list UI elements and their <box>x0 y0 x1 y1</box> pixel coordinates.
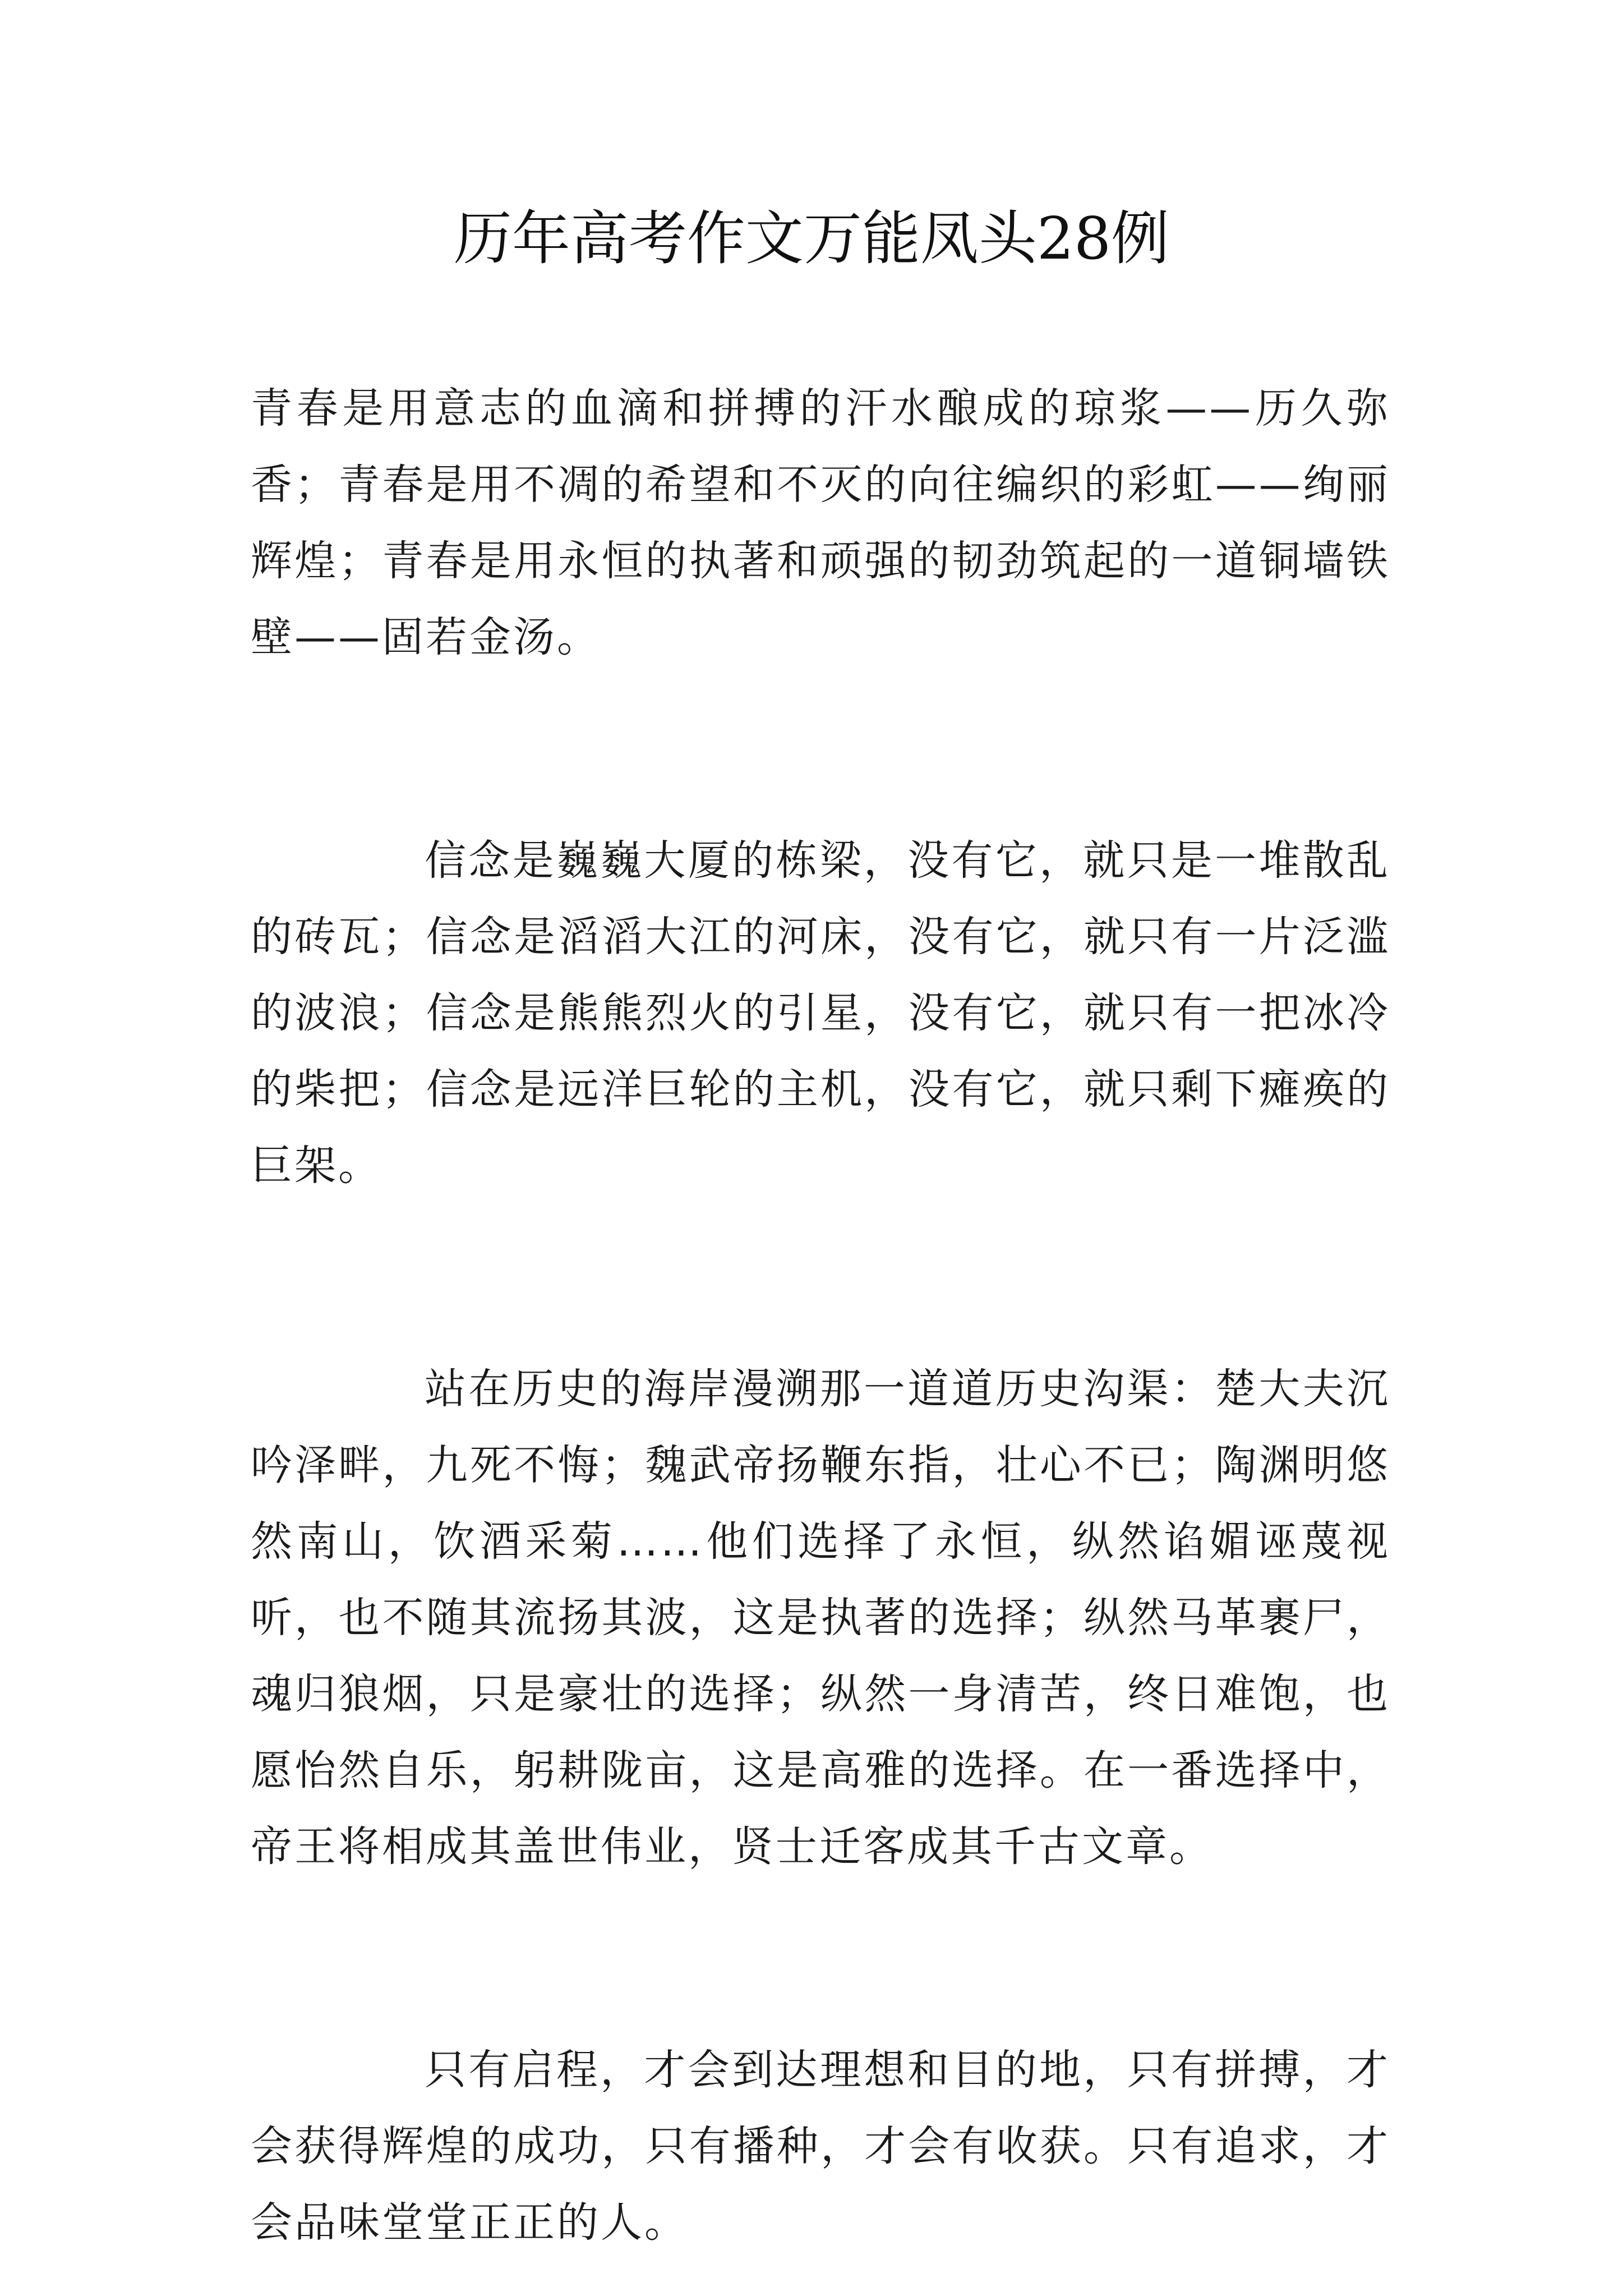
paragraph-set-off: 只有启程，才会到达理想和目的地，只有拼搏，才会获得辉煌的成功，只有播种，才会有收获。只有追求，才会品味堂堂正正的人。 <box>251 2046 1390 2247</box>
paragraph-history-choice: 站在历史的海岸漫溯那一道道历史沟渠：楚大夫沉吟泽畔，九死不悔；魏武帝扬鞭东指，壮心不已；陶渊明悠然南山，饮酒采菊……他们选择了永恒，纵然谄媚诬蔑视听，也不随其流扬其波，这是执著的选择；纵然马革裹尸，魂归狼烟，只是豪壮的选择；纵然一身清苦，终日难饱，也愿怡然自乐，躬耕陇亩，这是高雅的选择。在一番选择中，帝王将相成其盖世伟业，贤士迁客成其千古文章。 <box>251 1365 1390 1871</box>
paragraph-youth: 青春是用意志的血滴和拼搏的汗水酿成的琼浆——历久弥香；青春是用不凋的希望和不灭的向往编织的彩虹——绚丽辉煌；青春是用永恒的执著和顽强的韧劲筑起的一道铜墙铁壁——固若金汤。 <box>251 384 1390 661</box>
document-title: 历年高考作文万能凤头28例 <box>453 204 1170 273</box>
document-body <box>251 370 1390 2261</box>
paragraph-belief: 信念是巍巍大厦的栋梁，没有它，就只是一堆散乱的砖瓦；信念是滔滔大江的河床，没有它，就只有一片泛滥的波浪；信念是熊熊烈火的引星，没有它，就只有一把冰冷的柴把；信念是远洋巨轮的主机，没有它，就只剩下瘫痪的巨架。 <box>251 836 1390 1190</box>
